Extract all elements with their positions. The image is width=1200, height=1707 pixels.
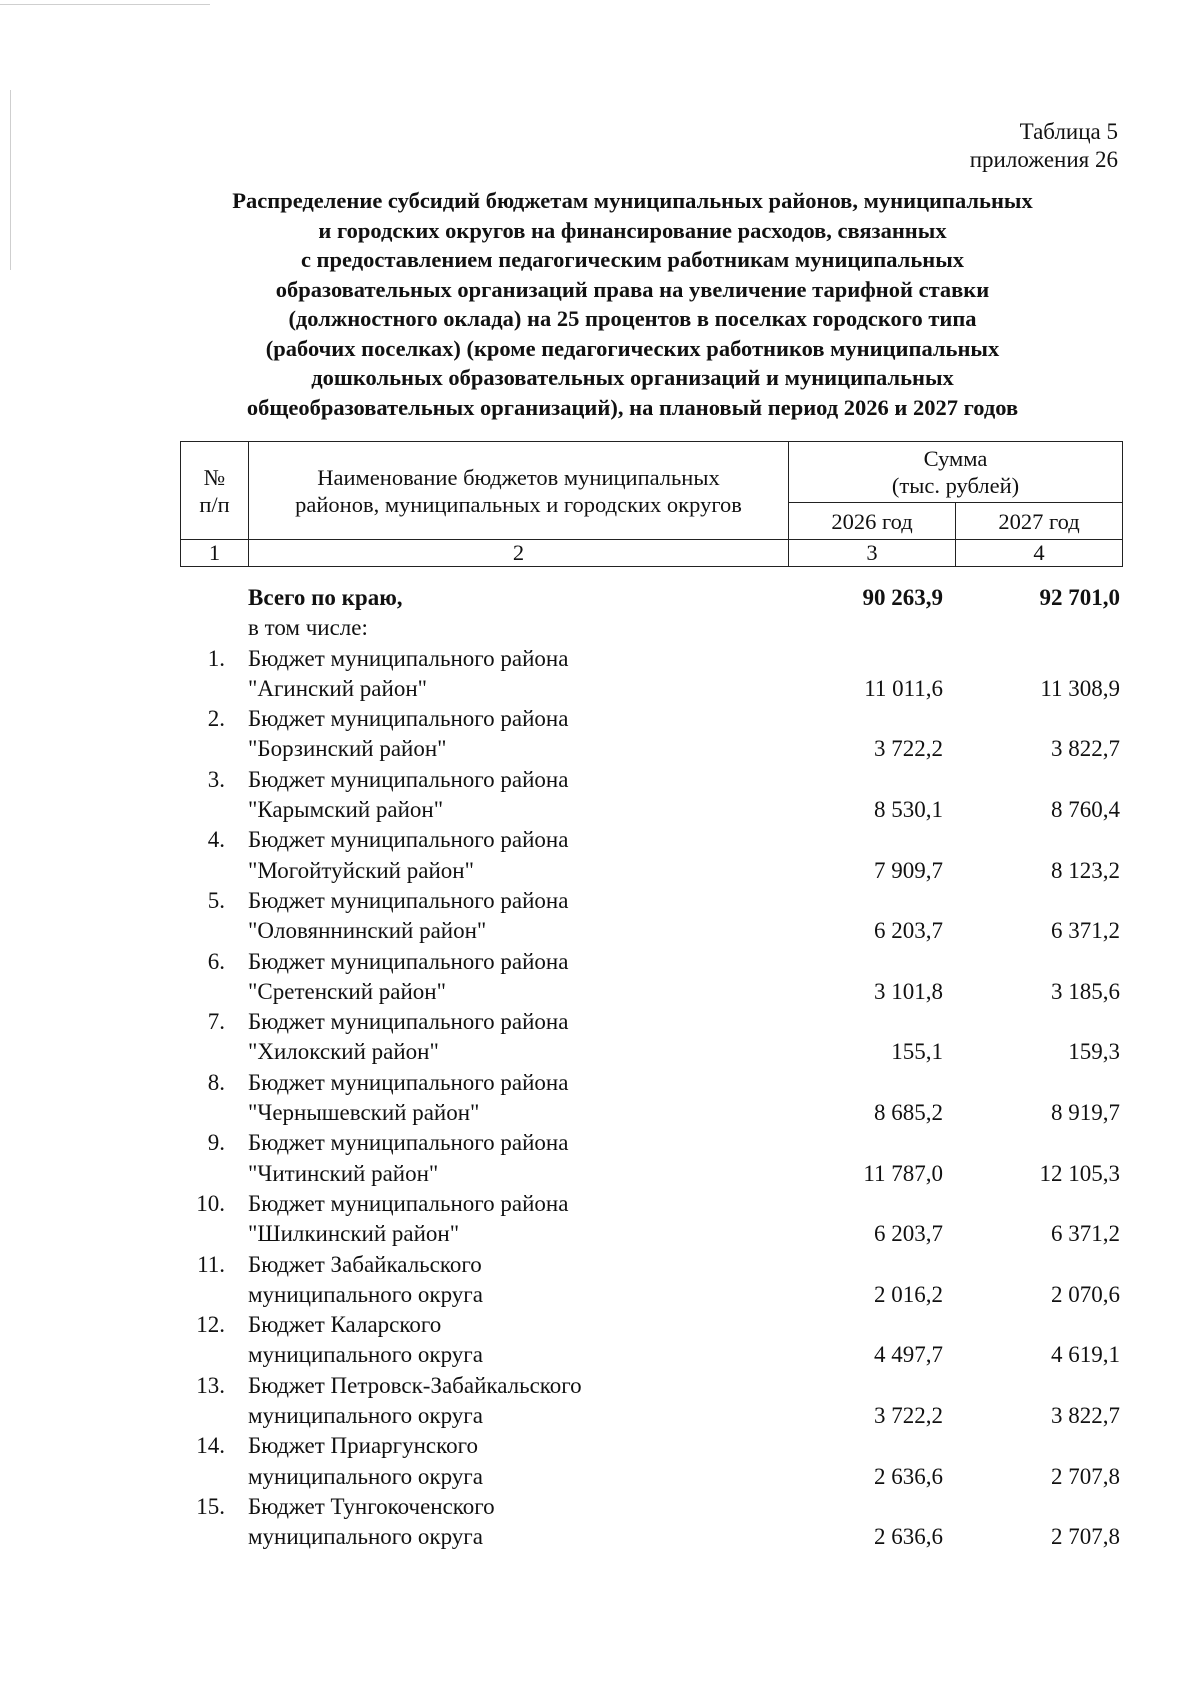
row-label-line1: Бюджет муниципального района <box>248 766 569 792</box>
header-col-sum-line1: Сумма <box>923 446 988 471</box>
table-row <box>0 1431 1200 1492</box>
total-row <box>0 583 1200 613</box>
row-number: 14. <box>196 1433 225 1459</box>
row-label-line2: муниципального округа <box>248 1342 483 1368</box>
total-2027: 92 701,0 <box>1039 585 1120 610</box>
row-label-line2: муниципального округа <box>248 1524 483 1550</box>
row-value-2027: 8 760,4 <box>1051 797 1120 823</box>
row-value-2026: 6 203,7 <box>874 918 943 944</box>
table-number: Таблица 5 <box>1019 119 1118 144</box>
table-reference <box>970 118 1118 174</box>
table-row <box>0 1371 1200 1432</box>
row-label-line1: Бюджет Приаргунского <box>248 1433 478 1459</box>
row-value-2026: 3 722,2 <box>874 736 943 762</box>
table-row <box>0 1250 1200 1311</box>
row-value-2027: 2 707,8 <box>1051 1524 1120 1550</box>
title-line: (рабочих поселках) (кроме педагогических работников муниципальных <box>265 335 1000 361</box>
title-line: дошкольных образовательных организаций и муниципальных <box>311 365 954 390</box>
title-line: общеобразовательных организаций), на плановый период 2026 и 2027 годов <box>246 394 1019 420</box>
row-label-line2: муниципального округа <box>248 1463 483 1489</box>
row-label-line1: Бюджет Петровск-Забайкальского <box>248 1372 582 1398</box>
row-label <box>248 765 808 826</box>
header-col-sum <box>789 442 1123 503</box>
row-number: 12. <box>196 1312 225 1338</box>
row-label-line1: Бюджет муниципального района <box>248 948 569 974</box>
row-number: 4. <box>207 827 225 853</box>
row-label-line1: Бюджет муниципального района <box>248 1009 569 1035</box>
title-line: (должностного оклада) на 25 процентов в поселках городского типа <box>288 306 977 331</box>
row-value-2026: 8 685,2 <box>874 1100 943 1126</box>
header-col-number-line2: п/п <box>199 491 230 517</box>
header-col-sum-line2: (тыс. рублей) <box>891 473 1020 498</box>
header-col-name <box>249 442 789 540</box>
table-row <box>0 704 1200 765</box>
row-value-2026: 11 787,0 <box>863 1160 943 1186</box>
row-label-line1: Бюджет муниципального района <box>248 645 569 671</box>
header-col-name-line1: Наименование бюджетов муниципальных <box>317 464 720 490</box>
row-label <box>248 1250 808 1311</box>
table-row <box>0 765 1200 826</box>
row-value-2027: 2 070,6 <box>1051 1281 1120 1307</box>
row-label <box>248 825 808 886</box>
row-value-2026: 6 203,7 <box>874 1221 943 1247</box>
row-number: 15. <box>196 1493 225 1519</box>
row-number: 13. <box>196 1372 225 1398</box>
row-label-line2: "Читинский район" <box>248 1160 439 1186</box>
row-label <box>248 1371 808 1432</box>
row-value-2027: 6 371,2 <box>1051 918 1120 944</box>
table-row <box>0 1007 1200 1068</box>
row-label-line1: Бюджет муниципального района <box>248 1130 569 1156</box>
row-label-line1: Бюджет муниципального района <box>248 706 569 732</box>
row-label <box>248 1007 808 1068</box>
table-row <box>0 886 1200 947</box>
row-number: 2. <box>207 706 225 732</box>
table-row <box>0 644 1200 705</box>
row-label <box>248 644 808 705</box>
row-label-line2: "Борзинский район" <box>248 736 447 762</box>
row-value-2027: 11 308,9 <box>1040 675 1120 701</box>
table-row <box>0 1128 1200 1189</box>
row-number: 10. <box>196 1190 225 1216</box>
column-number-3: 3 <box>789 540 956 567</box>
table-body <box>0 583 1200 1553</box>
scan-artifact-left <box>10 90 11 270</box>
row-label-line1: Бюджет муниципального района <box>248 1069 569 1095</box>
row-label-line2: "Карымский район" <box>248 797 444 823</box>
table-row <box>0 1068 1200 1129</box>
row-number: 8. <box>207 1069 225 1095</box>
row-number: 6. <box>207 948 225 974</box>
row-value-2026: 11 011,6 <box>864 675 943 701</box>
row-value-2027: 3 185,6 <box>1051 978 1120 1004</box>
total-label: Всего по краю, <box>248 585 403 610</box>
row-value-2026: 3 101,8 <box>874 978 943 1004</box>
row-value-2027: 159,3 <box>1068 1039 1120 1065</box>
header-col-number-line1: № <box>203 464 226 490</box>
document-title <box>150 186 1115 422</box>
row-value-2026: 8 530,1 <box>874 797 943 823</box>
row-value-2027: 8 123,2 <box>1051 857 1120 883</box>
total-2026: 90 263,9 <box>862 585 943 610</box>
row-label-line1: Бюджет Каларского <box>248 1312 442 1338</box>
table-row <box>0 1492 1200 1553</box>
row-value-2027: 4 619,1 <box>1051 1342 1120 1368</box>
row-value-2027: 8 919,7 <box>1051 1100 1120 1126</box>
row-value-2027: 12 105,3 <box>1039 1160 1120 1186</box>
row-value-2027: 6 371,2 <box>1051 1221 1120 1247</box>
row-label <box>248 947 808 1008</box>
row-label <box>248 1189 808 1250</box>
appendix-number: приложения 26 <box>969 147 1118 172</box>
table-row <box>0 1189 1200 1250</box>
title-line: образовательных организаций права на увеличение тарифной ставки <box>275 276 990 302</box>
title-line: Распределение субсидий бюджетам муниципальных районов, муниципальных <box>232 188 1033 213</box>
row-value-2026: 2 636,6 <box>874 1463 943 1489</box>
row-label <box>248 704 808 765</box>
row-value-2026: 3 722,2 <box>874 1403 943 1429</box>
row-number: 1. <box>207 645 225 671</box>
title-line: с предоставлением педагогическим работникам муниципальных <box>300 247 965 272</box>
row-label <box>248 1431 808 1492</box>
row-label-line1: Бюджет муниципального района <box>248 1190 569 1216</box>
row-number: 3. <box>207 766 225 792</box>
scan-artifact-top <box>0 4 210 5</box>
header-col-2027: 2027 год <box>956 503 1123 540</box>
row-value-2027: 3 822,7 <box>1051 1403 1120 1429</box>
row-label-line2: "Агинский район" <box>248 675 428 701</box>
header-col-2026: 2026 год <box>789 503 956 540</box>
row-number: 11. <box>197 1251 225 1277</box>
row-value-2026: 155,1 <box>891 1039 943 1065</box>
row-value-2027: 3 822,7 <box>1051 736 1120 762</box>
row-value-2026: 7 909,7 <box>874 857 943 883</box>
row-label <box>248 1310 808 1371</box>
row-label-line2: "Чернышевский район" <box>248 1100 480 1126</box>
row-label-line2: "Сретенский район" <box>248 978 446 1004</box>
header-col-name-line2: районов, муниципальных и городских округов <box>295 491 742 517</box>
table-header-grid <box>180 441 1123 567</box>
row-label-line2: муниципального округа <box>248 1403 483 1429</box>
row-number: 5. <box>207 887 225 913</box>
row-value-2026: 2 016,2 <box>874 1281 943 1307</box>
column-number-2: 2 <box>249 540 789 567</box>
row-label <box>248 1128 808 1189</box>
row-label-line1: Бюджет Тунгокоченского <box>248 1493 495 1519</box>
header-col-number <box>181 442 249 540</box>
table-row <box>0 1310 1200 1371</box>
row-label-line2: муниципального округа <box>248 1281 483 1307</box>
row-label-line2: "Хилокский район" <box>248 1039 439 1065</box>
column-number-4: 4 <box>956 540 1123 567</box>
row-label-line2: "Могойтуйский район" <box>248 857 474 883</box>
column-number-1: 1 <box>181 540 249 567</box>
title-line: и городских округов на финансирование расходов, связанных <box>318 217 947 243</box>
row-label-line1: Бюджет муниципального района <box>248 887 569 913</box>
row-label <box>248 886 808 947</box>
row-label-line1: Бюджет Забайкальского <box>248 1251 482 1277</box>
row-value-2027: 2 707,8 <box>1051 1463 1120 1489</box>
row-number: 7. <box>207 1009 225 1035</box>
row-label-line2: "Оловяннинский район" <box>248 918 487 944</box>
row-number: 9. <box>207 1130 225 1156</box>
row-label <box>248 1068 808 1129</box>
table-row <box>0 947 1200 1008</box>
including-label: в том числе: <box>248 615 368 641</box>
row-value-2026: 4 497,7 <box>874 1342 943 1368</box>
row-label-line2: "Шилкинский район" <box>248 1221 460 1247</box>
budget-rows <box>0 644 1200 1553</box>
row-label-line1: Бюджет муниципального района <box>248 827 569 853</box>
row-label <box>248 1492 808 1553</box>
table-row <box>0 825 1200 886</box>
row-value-2026: 2 636,6 <box>874 1524 943 1550</box>
